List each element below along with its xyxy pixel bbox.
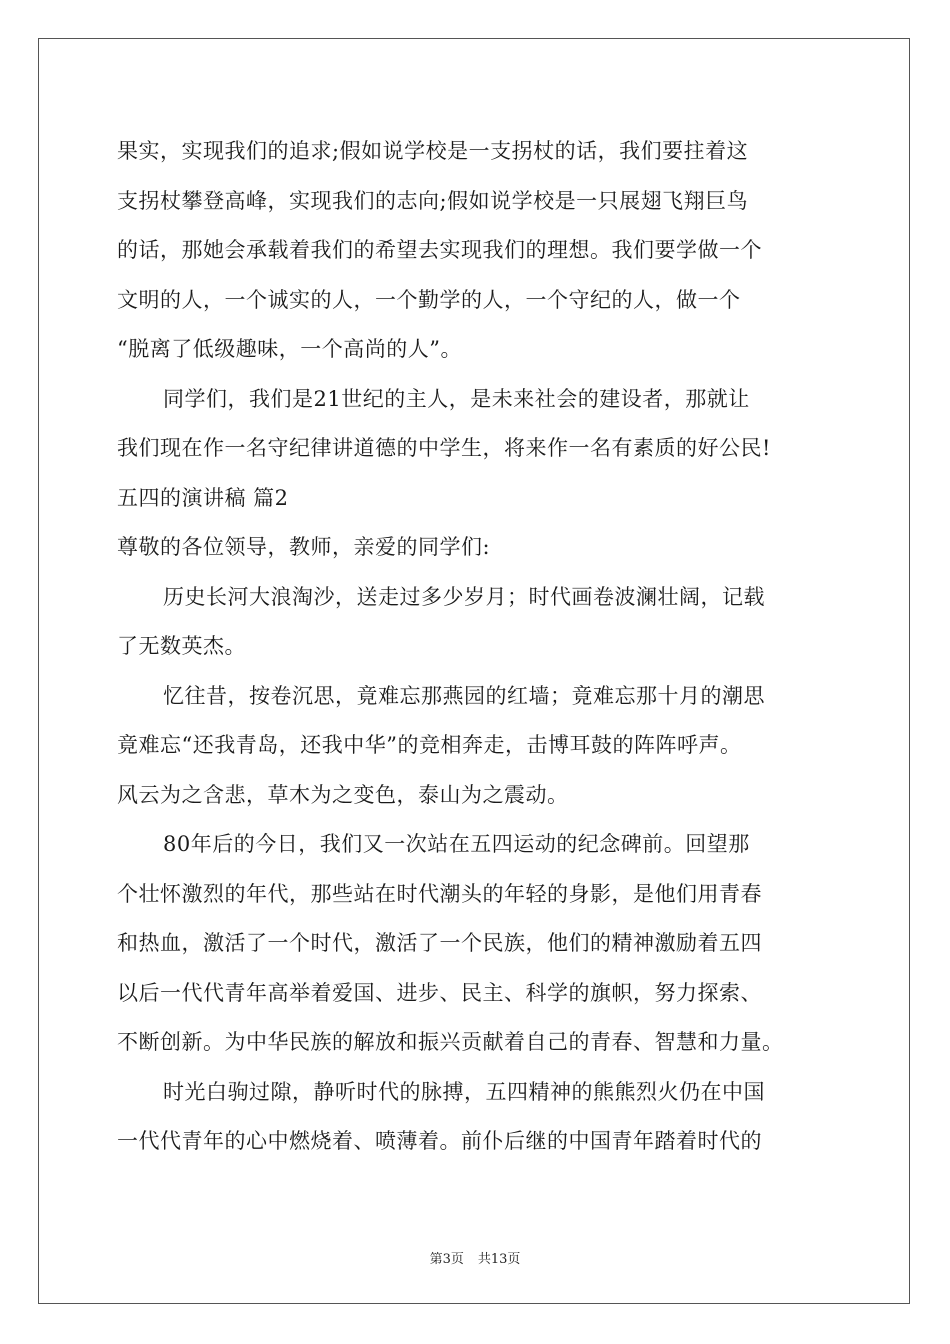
page-number: 第3页 xyxy=(429,1252,464,1267)
page-footer xyxy=(0,1248,950,1267)
document-body xyxy=(117,127,837,1167)
text-line: 以后一代代青年高举着爱国、进步、民主、科学的旗帜，努力探索、 xyxy=(117,980,762,1005)
text-line: 和热血，激活了一个时代，激活了一个民族，他们的精神激励着五四 xyxy=(117,931,762,955)
section-heading: 五四的演讲稿 篇2 xyxy=(117,485,289,510)
text-line: 文明的人，一个诚实的人，一个勤学的人，一个守纪的人，做一个 xyxy=(117,287,741,312)
salutation: 尊敬的各位领导，教师，亲爱的同学们: xyxy=(117,535,491,559)
text-line: “脱离了低级趣味，一个高尚的人”。 xyxy=(117,337,462,361)
text-line: 一代代青年的心中燃烧着、喷薄着。前仆后继的中国青年踏着时代的 xyxy=(117,1129,762,1153)
text-line: 历史长河大浪淘沙，送走过多少岁月；时代画卷波澜壮阔，记载 xyxy=(163,584,765,609)
page-total: 共13页 xyxy=(477,1252,521,1267)
text-line: 果实，实现我们的追求;假如说学校是一支拐杖的话，我们要拄着这 xyxy=(117,139,749,163)
text-line: 支拐杖攀登高峰，实现我们的志向;假如说学校是一只展翅飞翔巨鸟 xyxy=(117,188,749,213)
text-line: 竟难忘“还我青岛，还我中华”的竞相奔走，击博耳鼓的阵阵呼声。 xyxy=(117,733,742,757)
text-line: 风云为之含悲，草木为之变色，泰山为之震动。 xyxy=(117,782,569,807)
text-line: 的话，那她会承载着我们的希望去实现我们的理想。我们要学做一个 xyxy=(117,238,762,262)
text-line: 忆往昔，按卷沉思，竟难忘那燕园的红墙；竟难忘那十月的潮思 xyxy=(163,683,765,708)
text-line: 80年后的今日，我们又一次站在五四运动的纪念碑前。回望那 xyxy=(163,832,750,856)
text-line: 我们现在作一名守纪律讲道德的中学生，将来作一名有素质的好公民! xyxy=(117,436,771,460)
text-line: 了无数英杰。 xyxy=(117,634,246,658)
text-line: 同学们，我们是21世纪的主人，是未来社会的建设者，那就让 xyxy=(163,386,750,411)
text-line: 个壮怀激烈的年代，那些站在时代潮头的年轻的身影，是他们用青春 xyxy=(117,881,762,906)
text-line: 不断创新。为中华民族的解放和振兴贡献着自己的青春、智慧和力量。 xyxy=(117,1030,784,1054)
text-line: 时光白驹过隙，静听时代的脉搏，五四精神的熊熊烈火仍在中国 xyxy=(163,1079,765,1104)
